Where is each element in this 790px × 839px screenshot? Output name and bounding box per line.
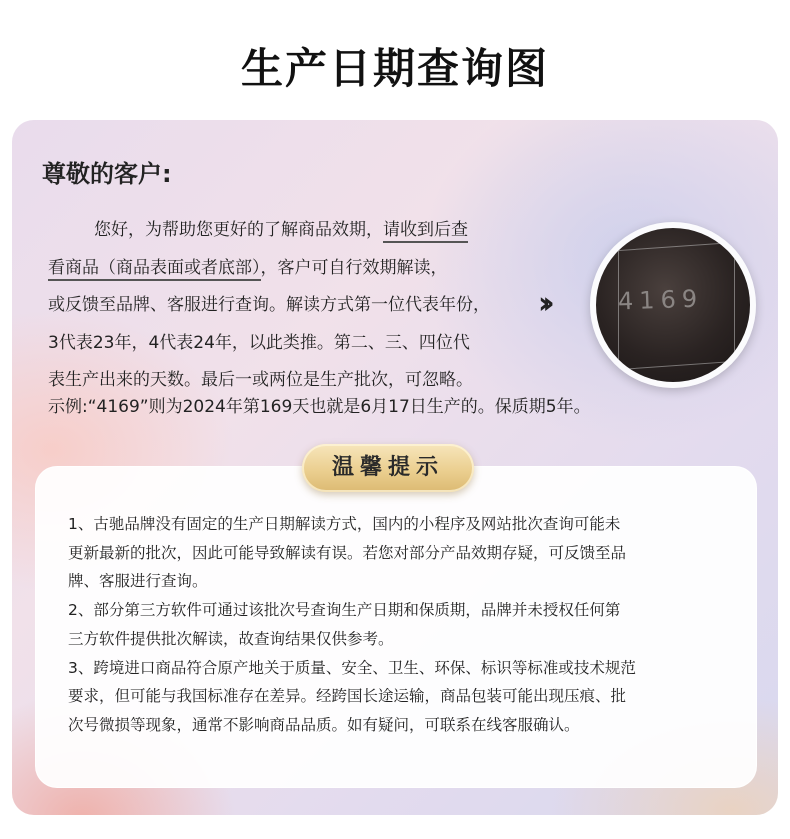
tip-line: 次号微损等现象，通常不影响商品品质。如有疑问，可联系在线客服确认。 bbox=[68, 715, 580, 734]
double-chevron-right-icon: ›› bbox=[538, 286, 547, 321]
example-text: 示例:“4169”则为2024年第169天也就是6月17日生产的。保质期5年。 bbox=[48, 397, 591, 417]
tip-line: 2、部分第三方软件可通过该批次号查询生产日期和保质期，品牌并未授权任何第 bbox=[68, 601, 621, 620]
tip-line: 1、古驰品牌没有固定的生产日期解读方式，国内的小程序及网站批次查询可能未 bbox=[68, 515, 621, 533]
intro-text: ，客户可自行效期解读， bbox=[260, 257, 448, 278]
tip-line: 更新最新的批次，因此可能导致解读有误。若您对部分产品效期存疑，可反馈至品 bbox=[68, 543, 627, 562]
intro-line: 或反馈至品牌、客服进行查询。解读方式第一位代表年份， bbox=[48, 295, 490, 315]
intro-line: 3代表23年，4代表24年，以此类推。第二、三、四位代 bbox=[48, 332, 470, 353]
intro-underlined-text: 看商品（商品表面或者底部） bbox=[48, 258, 261, 281]
tip-line: 3、跨境进口商品符合原产地关于质量、安全、卫生、环保、标识等标准或技术规范 bbox=[68, 658, 636, 677]
batch-code-engraving: 4169 bbox=[617, 284, 704, 316]
tips-list bbox=[68, 510, 748, 740]
intro-text: 您好，为帮助您更好的了解商品效期， bbox=[94, 220, 383, 240]
product-batch-photo bbox=[590, 222, 756, 388]
tip-line: 牌、客服进行查询。 bbox=[68, 572, 208, 591]
intro-paragraph bbox=[48, 212, 568, 400]
tip-line: 要求，但可能与我国标准存在差异。经跨国长途运输，商品包装可能出现压痕、批 bbox=[68, 687, 627, 706]
greeting-heading: 尊敬的客户: bbox=[42, 160, 172, 188]
tip-line: 三方软件提供批次解读，故查询结果仅供参考。 bbox=[68, 629, 394, 648]
intro-line: 表生产出来的天数。最后一或两位是生产批次，可忽略。 bbox=[48, 370, 473, 390]
tips-title-badge: 温馨提示 bbox=[302, 444, 474, 492]
info-card bbox=[12, 120, 778, 815]
intro-underlined-text: 请收到后查 bbox=[383, 220, 468, 243]
intro-line bbox=[48, 212, 568, 250]
intro-line bbox=[48, 250, 568, 288]
page-title: 生产日期查询图 bbox=[240, 44, 549, 93]
